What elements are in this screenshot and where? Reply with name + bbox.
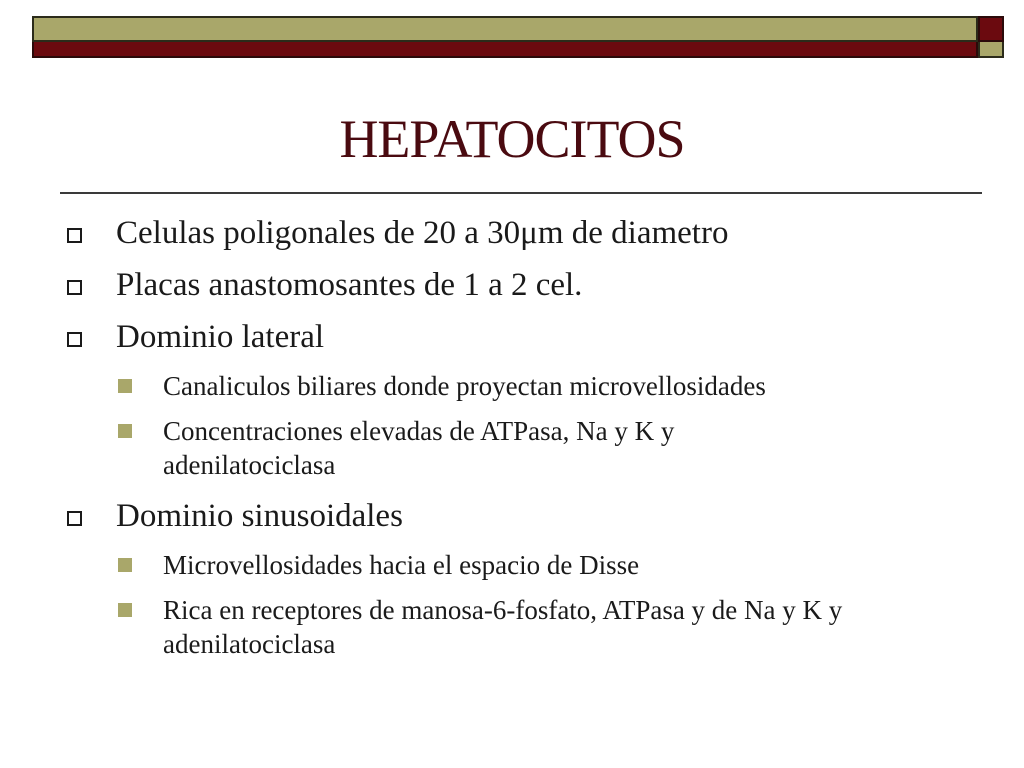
filled-square-bullet-icon — [118, 558, 132, 572]
hollow-square-bullet-icon — [67, 228, 82, 243]
bullet-item: Celulas poligonales de 20 a 30μm de diametro — [116, 215, 729, 251]
hollow-square-bullet-icon — [67, 511, 82, 526]
sub-bullet-item: Canaliculos biliares donde proyectan microvellosidades — [163, 371, 766, 401]
filled-square-bullet-icon — [118, 424, 132, 438]
sub-bullet-item: Microvellosidades hacia el espacio de Disse — [163, 550, 640, 580]
sub-bullet-item: Rica en receptores de manosa-6-fosfato, ATPasa y de Na y K y adenilatociclasa — [163, 595, 843, 659]
bullet-item: Placas anastomosantes de 1 a 2 cel. — [116, 267, 583, 303]
header-decoration-olive-bar — [32, 16, 978, 42]
hollow-square-bullet-icon — [67, 280, 82, 295]
hollow-square-bullet-icon — [67, 332, 82, 347]
bullet-item: Dominio sinusoidales — [116, 498, 403, 534]
title-divider — [60, 192, 982, 194]
header-decoration-maroon-bar — [32, 42, 978, 58]
header-decoration-maroon-square — [978, 16, 1004, 42]
sub-bullet-item: Concentraciones elevadas de ATPasa, Na y K y adenilatociclasa — [163, 416, 675, 480]
slide-title: HEPATOCITOS — [339, 109, 685, 169]
bullet-item: Dominio lateral — [116, 319, 325, 355]
filled-square-bullet-icon — [118, 603, 132, 617]
header-decoration-olive-square — [978, 42, 1004, 58]
filled-square-bullet-icon — [118, 379, 132, 393]
